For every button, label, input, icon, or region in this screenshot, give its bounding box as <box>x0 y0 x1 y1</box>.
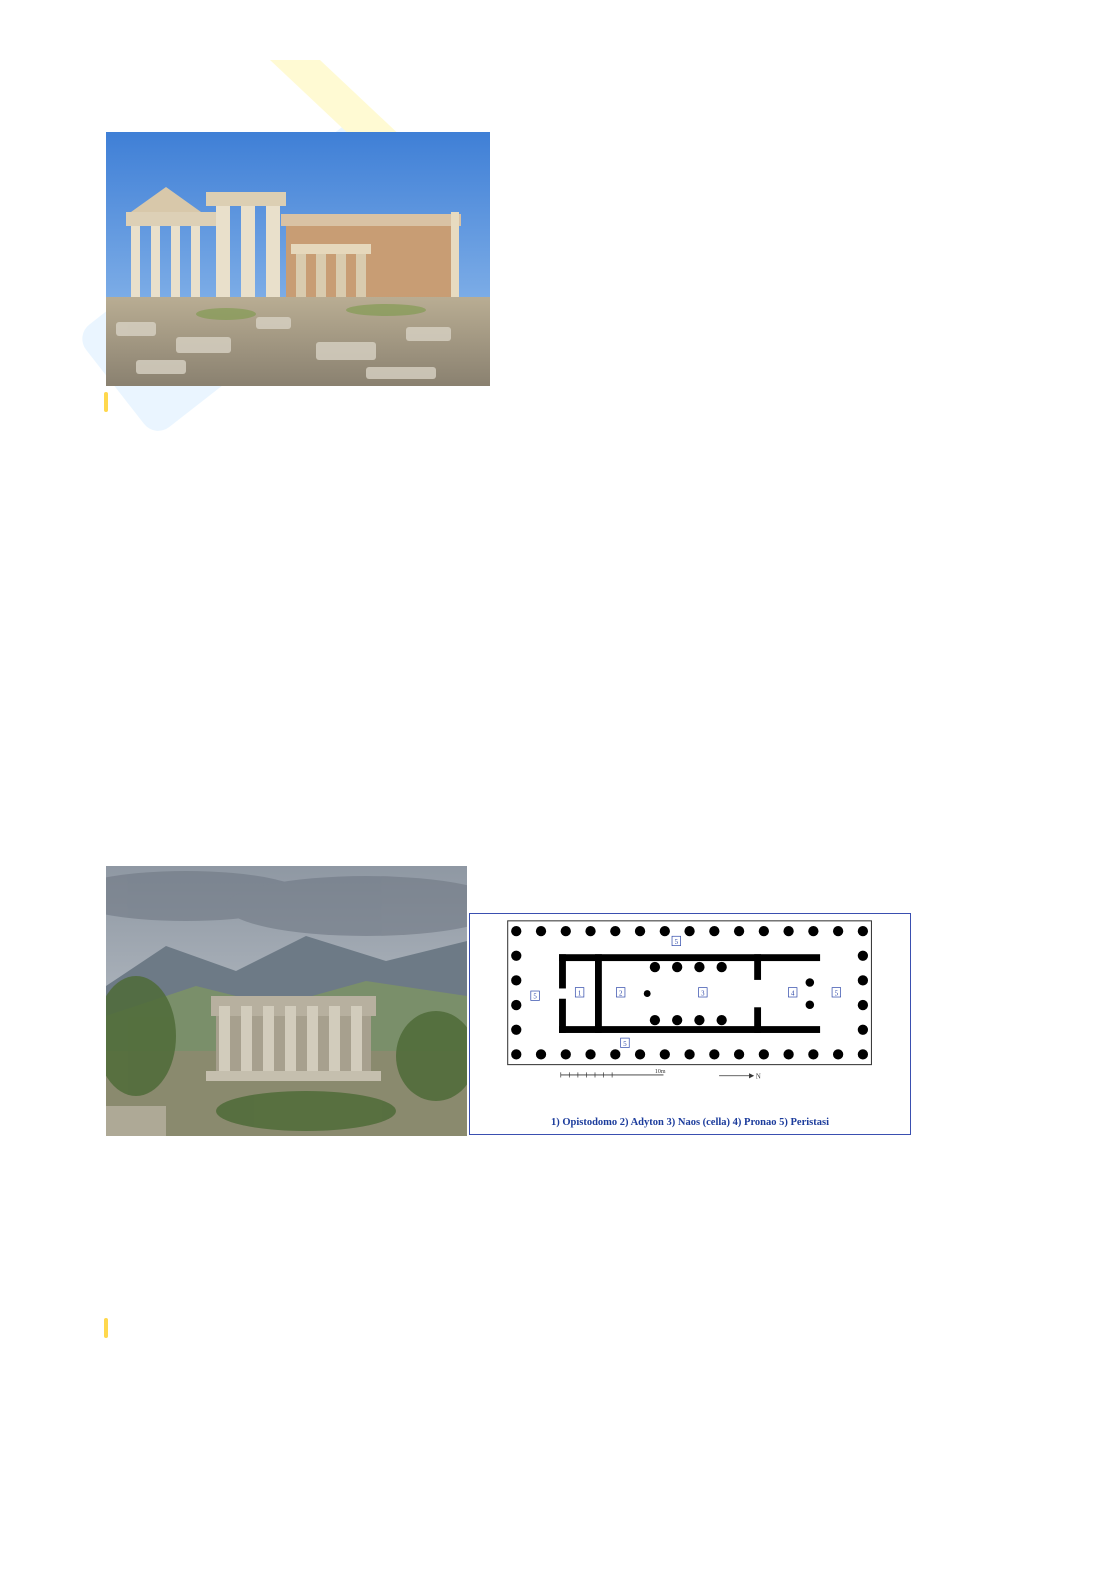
stylobate-outline <box>508 921 872 1065</box>
peristasis-column <box>734 926 744 936</box>
peristasis-column <box>684 1049 694 1059</box>
peristasis-column <box>511 926 521 936</box>
section-17-heading-line <box>106 1315 1006 1342</box>
north-label: N <box>755 1073 761 1081</box>
peristasis-column <box>858 1000 868 1010</box>
cella-wall-west-lower <box>559 999 566 1033</box>
pronaos-column <box>806 978 815 987</box>
erechtheion-photo <box>106 132 490 386</box>
plan-number-label: 1 <box>577 990 582 998</box>
peristasis-column <box>536 1049 546 1059</box>
interior-semicolumn <box>694 1015 704 1025</box>
peristasis-column <box>684 926 694 936</box>
peristasis-column <box>511 1049 521 1059</box>
peristasis-column <box>808 926 818 936</box>
peristasis-column <box>858 951 868 961</box>
plan-caption: 1) Opistodomo 2) Adyton 3) Naos (cella) 4) Pronao 5) Peristasi <box>550 1117 830 1128</box>
peristasis-column <box>808 1049 818 1059</box>
pronaos-wall-upper <box>754 954 761 980</box>
peristasis-column <box>734 1049 744 1059</box>
peristasis-column <box>635 1049 645 1059</box>
peristasis-column <box>511 975 521 985</box>
interior-semicolumn <box>672 1015 682 1025</box>
interior-semicolumn <box>694 962 704 972</box>
peristasis-column <box>511 1000 521 1010</box>
peristasis-column <box>660 926 670 936</box>
peristasis-column <box>561 1049 571 1059</box>
peristasis-column <box>585 1049 595 1059</box>
pronaos-wall-lower <box>754 1007 761 1033</box>
peristasis-column <box>759 926 769 936</box>
peristasis-column <box>833 1049 843 1059</box>
interior-semicolumn <box>672 962 682 972</box>
peristasis-column <box>709 926 719 936</box>
peristasis-column <box>858 926 868 936</box>
peristasis-column <box>660 1049 670 1059</box>
plan-number-label: 2 <box>618 990 623 998</box>
plan-number-label: 4 <box>790 990 795 998</box>
scale-label: 10m <box>654 1069 666 1076</box>
peristasis-column <box>511 951 521 961</box>
plan-number-label: 3 <box>701 990 705 998</box>
section-17 <box>106 1315 1006 1342</box>
peristasis-column <box>536 926 546 936</box>
peristasis-column <box>610 926 620 936</box>
peristasis-column <box>858 975 868 985</box>
peristasis-column <box>858 1025 868 1035</box>
peristasis-column <box>759 1049 769 1059</box>
peristasis-column <box>783 926 793 936</box>
corinthian-column <box>644 990 651 997</box>
peristasis-column <box>635 926 645 936</box>
peristasis-column <box>833 926 843 936</box>
plan-number-label: 5 <box>674 938 679 946</box>
peristasis-column <box>858 1049 868 1059</box>
plan-number-label: 5 <box>533 993 537 1001</box>
adyton-wall <box>595 954 602 1033</box>
peristasis-column <box>610 1049 620 1059</box>
cella-wall-west-upper <box>559 954 566 988</box>
peristasis-column <box>561 926 571 936</box>
section-16 <box>106 389 1006 431</box>
peristasis-column <box>585 926 595 936</box>
north-arrow-head <box>749 1073 754 1078</box>
interior-semicolumn <box>650 1015 660 1025</box>
section-16-heading <box>104 392 108 412</box>
interior-semicolumn <box>650 962 660 972</box>
section-17-heading <box>104 1318 108 1338</box>
temple-floor-plan <box>469 913 911 1135</box>
bassae-temple-photo <box>106 866 467 1136</box>
section-16-heading-line <box>106 389 1006 416</box>
peristasis-column <box>511 1025 521 1035</box>
peristasis-column <box>709 1049 719 1059</box>
interior-semicolumn <box>717 962 727 972</box>
peristasis-column <box>783 1049 793 1059</box>
pronaos-column <box>806 1000 815 1009</box>
interior-semicolumn <box>717 1015 727 1025</box>
plan-number-label: 5 <box>834 990 839 998</box>
plan-number-label: 5 <box>623 1040 627 1048</box>
